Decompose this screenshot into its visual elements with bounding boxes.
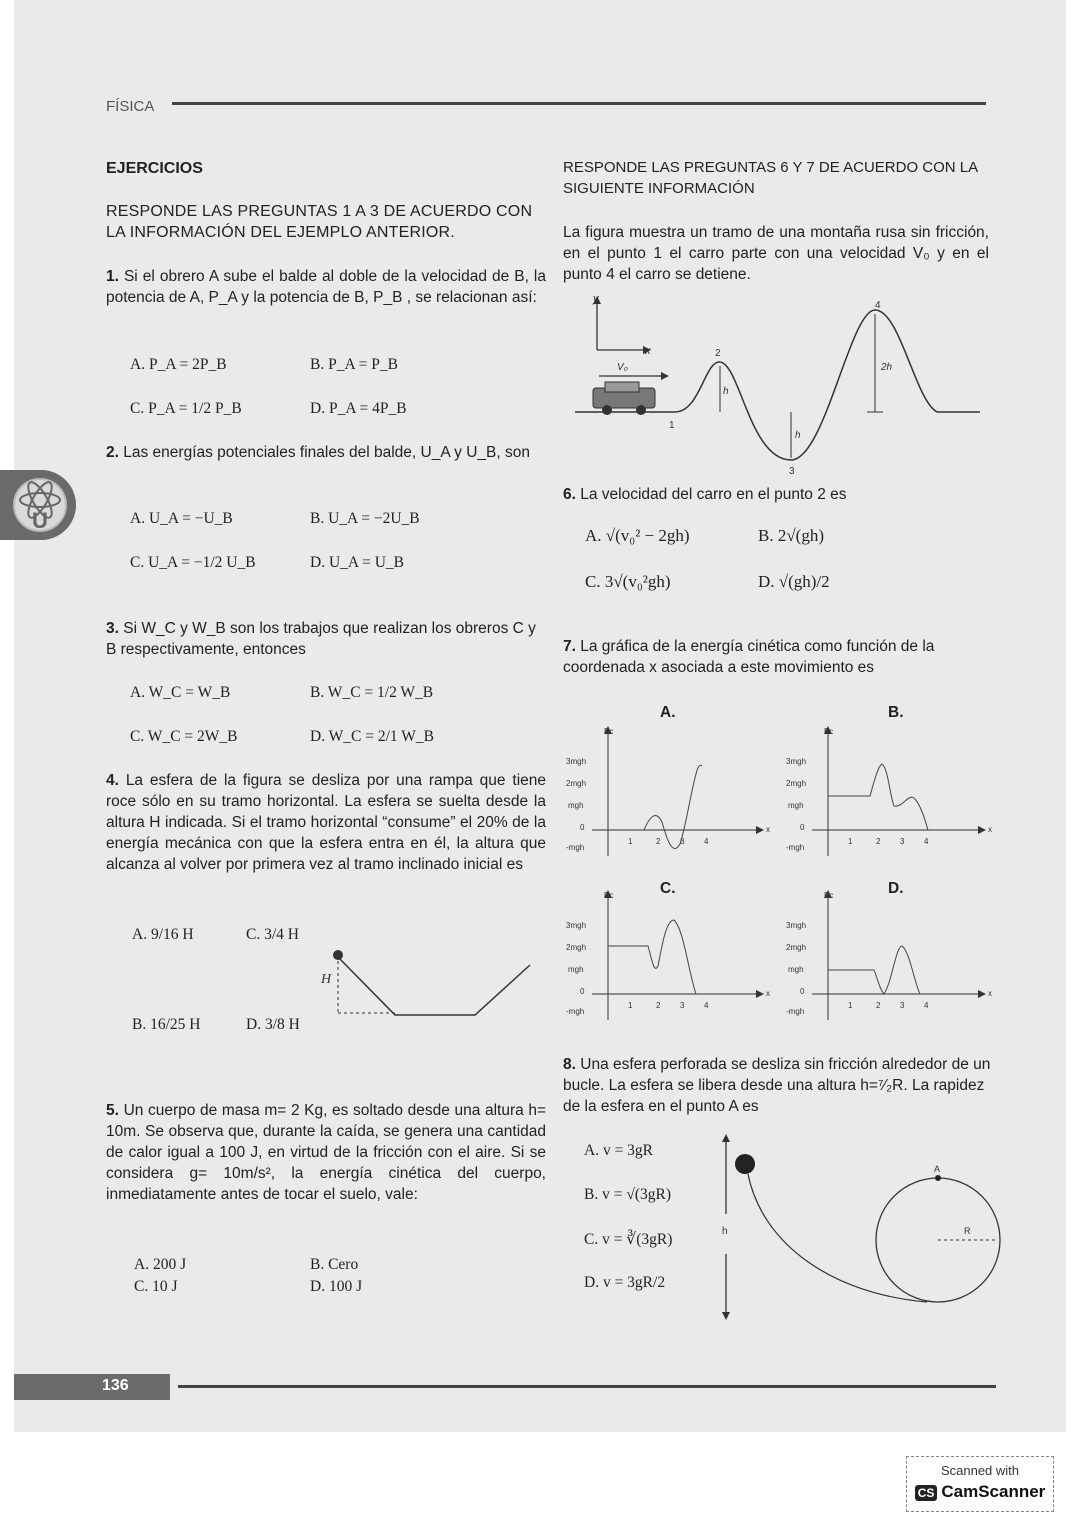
svg-text:4: 4 [924,1001,929,1010]
q3-number: 3. [106,620,119,637]
svg-text:3: 3 [680,837,685,846]
svg-text:x: x [988,989,992,998]
q5-text: Un cuerpo de masa m= 2 Kg, es soltado desde una altura h= 10m. Se observa que, durante la caída, se genera una cantidad de calor igual a 100 J, en virtud de la fricción con el aire. Si se considera g= 10m/s², la energía cinética del cuerpo, inmediatamente antes de tocar el suelo, vale: [106,1102,547,1203]
q3-option-c[interactable]: C. W_C = 2W_B [130,728,238,745]
svg-text:2: 2 [656,1001,661,1010]
svg-text:-mgh: -mgh [566,1007,585,1016]
q1-option-a[interactable]: A. P_A = 2P_B [130,356,227,373]
svg-text:x: x [988,825,992,834]
footer-rule [178,1385,996,1388]
section-title: EJERCICIOS [106,160,203,177]
q7-text: La gráfica de la energía cinética como función de la coordenada x asociada a este movimiento es [563,638,935,676]
loop-figure [712,1134,1002,1324]
svg-text:3: 3 [680,1001,685,1010]
svg-text:4: 4 [875,300,881,311]
q6-option-b[interactable]: B. 2√(gh) [758,526,824,545]
camscanner-watermark [906,1456,1054,1512]
svg-text:1: 1 [628,837,633,846]
question-7 [563,636,991,678]
camscanner-logo-icon: CS [915,1485,938,1501]
q1-option-d[interactable]: D. P_A = 4P_B [310,400,407,417]
svg-text:2mgh: 2mgh [786,779,807,788]
svg-text:1: 1 [628,1001,633,1010]
svg-text:3mgh: 3mgh [786,757,807,766]
svg-text:3mgh: 3mgh [566,757,587,766]
svg-text:x: x [766,989,770,998]
svg-text:3: 3 [789,466,795,477]
q3-option-a[interactable]: A. W_C = W_B [130,684,231,701]
graph-d [786,890,992,1020]
q8-number: 8. [563,1056,576,1073]
svg-text:h: h [723,386,729,397]
svg-text:0: 0 [800,823,805,832]
q1-option-c[interactable]: C. P_A = 1/2 P_B [130,400,242,417]
chapter-badge [0,470,76,540]
q5-option-a[interactable]: A. 200 J [134,1256,187,1273]
q1-number: 1. [106,268,119,285]
coaster-intro: La figura muestra un tramo de una montaña rusa sin fricción, en el punto 1 el carro parte con una velocidad V₀ y en el punto 4 el carro se detiene. [563,224,989,283]
svg-text:3: 3 [900,1001,905,1010]
svg-text:4: 4 [704,837,709,846]
svg-text:2: 2 [876,837,881,846]
q2-option-d[interactable]: D. U_A = U_B [310,554,404,571]
svg-text:mgh: mgh [568,801,584,810]
page-number-bar [14,1374,170,1400]
q6-option-d[interactable]: D. √(gh)/2 [758,572,830,591]
svg-text:Ec: Ec [604,891,614,900]
svg-text:2: 2 [876,1001,881,1010]
question-4 [106,770,546,875]
svg-text:2: 2 [715,348,721,359]
svg-text:h: h [795,430,801,441]
kinetic-energy-graphs [562,726,992,1026]
question-2 [106,442,546,463]
header-rule [172,102,986,105]
camscanner-brand: CamScanner [941,1482,1046,1501]
q3-option-d[interactable]: D. W_C = 2/1 W_B [310,728,434,745]
graph-label-d: D. [888,880,904,897]
q2-option-a[interactable]: A. U_A = −U_B [130,510,233,527]
svg-text:x: x [645,345,651,357]
q5-number: 5. [106,1102,119,1119]
q5-option-c[interactable]: C. 10 J [134,1278,178,1295]
svg-text:2h: 2h [881,362,893,373]
svg-text:h: h [722,1226,728,1237]
svg-text:y: y [593,293,599,305]
svg-text:mgh: mgh [788,965,804,974]
svg-text:1: 1 [669,420,675,431]
q6-option-c[interactable]: C. 3√(v₀²gh) [585,572,671,591]
q8-text: Una esfera perforada se desliza sin fricción alrededor de un bucle. La esfera se libera desde una altura h=⁷⁄₂R. La rapidez de la esfera en el punto A es [563,1056,991,1115]
svg-text:4: 4 [704,1001,709,1010]
graph-c [566,890,770,1020]
q8-option-c[interactable]: C. v = ∛(3gR) [584,1231,673,1248]
svg-text:2mgh: 2mgh [786,943,807,952]
svg-text:2mgh: 2mgh [566,779,587,788]
svg-text:Ec: Ec [824,727,834,736]
q4-option-c[interactable]: C. 3/4 H [246,926,299,943]
svg-text:0: 0 [580,987,585,996]
svg-text:mgh: mgh [788,801,804,810]
q8-option-a[interactable]: A. v = 3gR [584,1142,654,1159]
question-5 [106,1100,546,1205]
q4-option-a[interactable]: A. 9/16 H [132,926,194,943]
q8-option-d[interactable]: D. v = 3gR/2 [584,1274,666,1291]
q6-option-a[interactable]: A. √(v₀² − 2gh) [585,526,690,545]
svg-text:3mgh: 3mgh [566,921,587,930]
svg-text:2mgh: 2mgh [566,943,587,952]
graph-label-b: B. [888,704,904,721]
graph-b [786,726,992,856]
q7-number: 7. [563,638,576,655]
svg-text:2: 2 [656,837,661,846]
instruction-1-3: RESPONDE LAS PREGUNTAS 1 A 3 DE ACUERDO CON LA INFORMACIÓN DEL EJEMPLO ANTERIOR. [106,203,533,241]
q4-text: La esfera de la figura se desliza por una rampa que tiene roce sólo en su tramo horizontal. La esfera se suelta desde la altura H indicada. Si el tramo horizontal “consume” el 20% de la energía mecánica con que la esfera entra en él, la altura que alcanza al volver por primera vez al tramo inclinado inicial es [106,772,546,873]
svg-text:A: A [934,1164,941,1174]
q1-option-b[interactable]: B. P_A = P_B [310,356,398,373]
question-1 [106,266,546,308]
svg-text:-mgh: -mgh [566,843,585,852]
q6-text: La velocidad del carro en el punto 2 es [580,486,847,503]
q2-option-c[interactable]: C. U_A = −1/2 U_B [130,554,256,571]
svg-text:4: 4 [924,837,929,846]
q1-text: Si el obrero A sube el balde al doble de la velocidad de B, la potencia de A, P_A y la potencia de B, P_B , se relacionan así: [106,268,546,306]
svg-text:Ec: Ec [604,727,614,736]
svg-text:3mgh: 3mgh [786,921,807,930]
q4-number: 4. [106,772,119,789]
svg-text:V₀: V₀ [617,362,628,373]
instruction-6-7: RESPONDE LAS PREGUNTAS 6 Y 7 DE ACUERDO CON LA SIGUIENTE INFORMACIÓN [563,159,978,197]
svg-text:mgh: mgh [568,965,584,974]
q3-text: Si W_C y W_B son los trabajos que realizan los obreros C y B respectivamente, entonces [106,620,536,658]
graph-label-a: A. [660,704,676,721]
q2-text: Las energías potenciales finales del balde, U_A y U_B, son [123,444,530,461]
svg-text:1: 1 [848,837,853,846]
q3-option-b[interactable]: B. W_C = 1/2 W_B [310,684,434,701]
q4-option-d[interactable]: D. 3/8 H [246,1016,300,1033]
q8-option-b[interactable]: B. v = √(3gR) [584,1186,671,1203]
svg-text:1: 1 [848,1001,853,1010]
q5-option-d[interactable]: D. 100 J [310,1278,363,1295]
svg-text:-mgh: -mgh [786,843,805,852]
svg-text:Ec: Ec [824,891,834,900]
page-number: 136 [102,1377,129,1394]
q4-option-b[interactable]: B. 16/25 H [132,1016,201,1033]
graph-a [566,726,770,856]
svg-text:-mgh: -mgh [786,1007,805,1016]
scanned-with-text: Scanned with [940,1463,1020,1478]
q2-number: 2. [106,444,119,461]
svg-text:0: 0 [800,987,805,996]
question-3 [106,618,546,660]
q2-option-b[interactable]: B. U_A = −2U_B [310,510,420,527]
ramp-figure [315,945,545,1025]
q5-option-b[interactable]: B. Cero [310,1256,359,1273]
svg-text:x: x [766,825,770,834]
svg-text:3: 3 [900,837,905,846]
graph-label-c: C. [660,880,676,897]
ramp-h-label: H [321,972,332,987]
svg-text:0: 0 [580,823,585,832]
ball-icon [735,1154,755,1174]
svg-text:R: R [964,1226,971,1236]
question-6 [563,484,989,505]
svg-text:U: U [32,508,48,533]
q6-number: 6. [563,486,576,503]
atom-icon [0,470,76,540]
subject-header: FÍSICA [106,98,155,115]
roller-coaster-figure [565,290,985,480]
question-8 [563,1054,999,1117]
